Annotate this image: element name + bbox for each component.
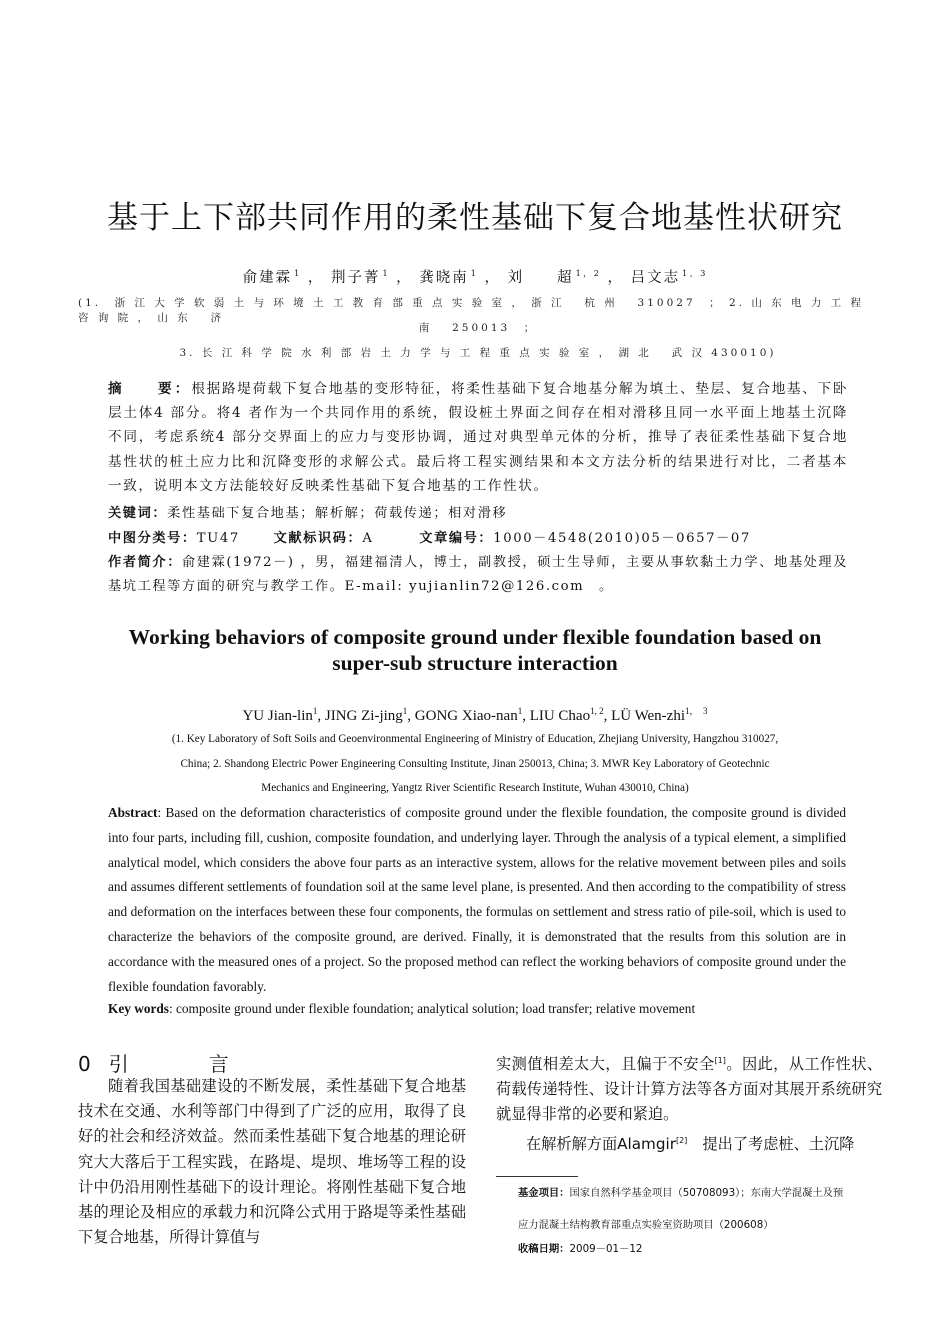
section-title-part: 言 xyxy=(208,1052,229,1076)
author-affil-mark: 1 xyxy=(402,706,408,716)
body-text: 在解析解方面Alamgir xyxy=(526,1134,676,1153)
footnote-rule xyxy=(496,1176,578,1177)
footnote-label: 基金项目： xyxy=(518,1187,570,1199)
en-abstract xyxy=(108,801,846,999)
body-paragraph xyxy=(496,1048,882,1128)
section-heading xyxy=(78,1048,229,1077)
en-affiliation-line: (1. Key Laboratory of Soft Soils and Geoenvironmental Engineering of Ministry of Education, Zhejiang University, Hangzhou 310027, xyxy=(171,733,779,745)
cn-affiliation-line: (1. 浙 江 大 学 软 弱 土 与 环 境 土 工 教 育 部 重 点 实 验 室 ， 浙 江 杭 州 310027 ； 2. 山 东 电 力 工 程 咨 询 院 ， 山 东 济 xyxy=(78,297,865,324)
en-author: LÜ Wen-zhi xyxy=(611,708,686,724)
cn-affiliation-line: 3. 长 江 科 学 院 水 利 部 岩 土 力 学 与 工 程 重 点 实 验 室 ， 湖 北 武 汉 430010) xyxy=(179,347,777,359)
author-affil-mark: 1， 3 xyxy=(685,706,708,716)
body-paragraph xyxy=(496,1128,882,1157)
body-column-right xyxy=(496,1048,882,1157)
author-affil-mark: 1, 2 xyxy=(590,706,604,716)
footnote-funding xyxy=(496,1182,886,1239)
cn-keywords xyxy=(108,502,868,526)
cn-classification xyxy=(108,527,868,551)
en-author: YU Jian-lin xyxy=(242,708,313,724)
clc-label: 中图分类号： xyxy=(108,531,197,546)
cn-bio-text: 俞建霖(1972－) ，男，福建福清人，博士，副教授，硕士生导师，主要从事软黏土力学、地基处理及基坑工程等方面的研究与教学工作。E-mail: yujianlin72@126.com 。 xyxy=(108,555,848,594)
body-column-left xyxy=(78,1074,466,1250)
en-abstract-text: : Based on the deformation characteristics of composite ground under the flexible foundation, the composite ground is divided into four parts, including fill, cushion, composite foundation, and underlying layer. Through the analysis of a typical element, a simplified analytical model, which considers the above four parts as an interactive system, allows for the relative movement between piles and soils and assumes different settlements of foundation soil at the same level plane, is presented. And then according to the compatibility of stress and deformation on the interfaces between these four components, the formulas on settlement and stress ratio of pile-soil, which is used to characterize the behaviors of the composite ground, are derived. Finally, it is demonstrated that the results from this solution are in accordance with the measured ones of a project. So the proposed method can reflect the working behaviors of composite ground under the flexible foundation favorably. xyxy=(108,805,846,994)
en-abstract-label: Abstract xyxy=(108,805,158,820)
author-affil-mark: 1 xyxy=(517,706,523,716)
author-affil-mark: 1 ， 2 xyxy=(575,269,599,279)
en-title-line: super-sub structure interaction xyxy=(332,651,618,675)
article-no-label: 文章编号： xyxy=(419,531,494,546)
footnote-received xyxy=(496,1236,908,1263)
separator: ， xyxy=(307,270,325,286)
cn-author-list xyxy=(0,266,950,287)
section-title-part: 引 xyxy=(108,1052,129,1076)
doc-code-label: 文献标识码： xyxy=(273,531,363,546)
author-affil-mark: 1 xyxy=(470,269,476,279)
cn-abstract-text: 根据路堤荷载下复合地基的变形特征，将柔性基础下复合地基分解为填土、垫层、复合地基、下卧层土体4 部分。将4 者作为一个共同作用的系统，假设桩土界面之间存在相对滑移且同一水平面上地基土沉降不同，考虑系统4 部分交界面上的应力与变形协调，通过对典型单元体的分析，推导了表征柔性基础下复合地基性状的桩土应力比和沉降变形的求解公式。最后将工程实测结果和本文方法分析的结果进行对比，二者基本一致，说明本文方法能较好反映柔性基础下复合地基的工作性状。 xyxy=(108,381,849,494)
en-title-line: Working behaviors of composite ground under flexible foundation based on xyxy=(128,625,822,649)
doc-code-value: A xyxy=(362,531,374,546)
cn-author: 荆子菁 xyxy=(330,270,381,286)
cn-author: 俞建霖 xyxy=(242,270,293,286)
section-number: 0 xyxy=(78,1052,91,1076)
body-text: 提出了考虑桩、土沉降 xyxy=(687,1134,855,1153)
footnote-text: 国家自然科学基金项目（50708093）；东南大学混凝土及预 xyxy=(569,1187,844,1199)
cn-keywords-text: 柔性基础下复合地基；解析解；荷载传递；相对滑移 xyxy=(167,506,508,521)
body-paragraph: 随着我国基础建设的不断发展，柔性基础下复合地基技术在交通、水利等部门中得到了广泛的应用，取得了良好的社会和经济效益。然而柔性基础下复合地基的理论研究大大落后于工程实践，在路堤、堤坝、堆场等工程的设计中仍沿用刚性基础下的设计理论。将刚性基础下复合地基的理论及相应的承载力和沉降公式用于路堤等柔性基础下复合地基，所得计算值与 xyxy=(78,1077,466,1247)
body-text: 实测值相差太大，且偏于不安全 xyxy=(496,1055,715,1074)
cn-title: 基于上下部共同作用的柔性基础下复合地基性状研究 xyxy=(107,200,843,236)
en-title xyxy=(0,624,950,676)
citation-ref: [1] xyxy=(714,1056,726,1065)
en-author: GONG Xiao-nan xyxy=(414,708,518,724)
cn-author-bio xyxy=(108,551,848,599)
en-author: LIU Chao xyxy=(529,708,591,724)
cn-keywords-label: 关键词： xyxy=(108,506,168,521)
body-text: 。因此，从工作性状、荷载传递特性、设计计算方法等各方面对其展开系统研究就显得非常的必要和紧迫。 xyxy=(496,1055,883,1124)
en-affiliation-line: China; 2. Shandong Electric Power Engineering Consulting Institute, Jinan 250013, China; 3. MWR Key Laboratory of Geotechnic xyxy=(180,757,770,770)
footnote-line xyxy=(496,1182,886,1204)
citation-ref: [2] xyxy=(675,1135,688,1145)
en-keywords xyxy=(108,1001,848,1017)
footnote-line: 应力混凝土结构教育部重点实验室资助项目（200608） xyxy=(518,1219,774,1231)
article-no-value: 1000－4548(2010)05－0657－07 xyxy=(493,531,751,546)
en-author-list: YU Jian-lin$^1$, JING Zi-jing$^1$, GONG Xiao-nan$^1$, LIU Chao$^{1, 2}$, LÜ Wen-zhi$^{1, 3}$ xyxy=(242,706,708,724)
cn-abstract xyxy=(108,377,848,498)
clc-value: TU47 xyxy=(196,531,240,546)
footnote-label: 收稿日期： xyxy=(518,1243,570,1255)
separator: ， xyxy=(607,270,624,286)
cn-abstract-label: 摘 要： xyxy=(108,381,192,397)
author-affil-mark: 1 xyxy=(312,706,318,716)
en-keywords-label: Key words xyxy=(108,1001,169,1016)
author-affil-mark: 1 xyxy=(382,269,388,279)
cn-bio-label: 作者简介： xyxy=(108,555,182,570)
cn-author: 刘 超 xyxy=(507,270,574,286)
separator: ， xyxy=(484,270,501,286)
cn-author: 吕文志 xyxy=(630,270,681,286)
separator: ， xyxy=(396,270,413,286)
en-affiliation-line: Mechanics and Engineering, Yangtz River Scientific Research Institute, Wuhan 430010, China) xyxy=(261,782,689,794)
cn-author: 龚晓南 xyxy=(419,270,469,286)
cn-affiliation-line: 南 250013 ； xyxy=(418,322,538,334)
en-keywords-text: : composite ground under flexible foundation; analytical solution; load transfer; relative movement xyxy=(168,1001,696,1016)
en-affiliations xyxy=(100,727,850,801)
footnote-text: 2009－01－12 xyxy=(569,1243,643,1255)
en-author: JING Zi-jing xyxy=(324,708,403,724)
author-affil-mark: 1 ， 3 xyxy=(682,269,706,279)
author-affil-mark: 1 xyxy=(294,269,300,279)
